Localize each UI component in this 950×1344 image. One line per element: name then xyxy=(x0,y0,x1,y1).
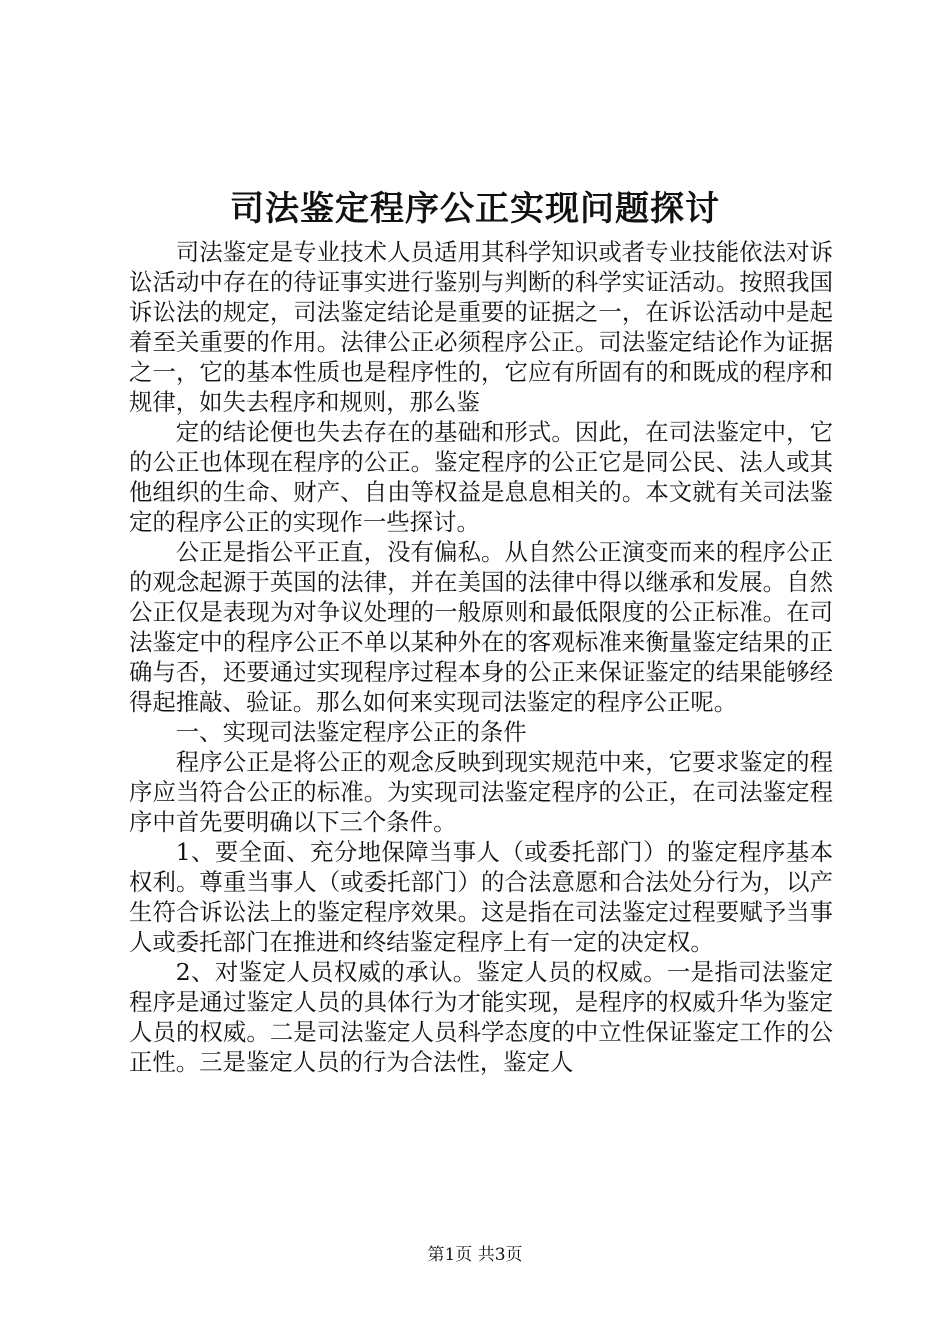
section-heading-conditions: 一、实现司法鉴定程序公正的条件 xyxy=(175,718,527,746)
paragraph-condition-2: 2、对鉴定人员权威的承认。鉴定人员的权威。一是指司法鉴定程序是通过鉴定人员的具体行为才能实现，是程序的权威升华为鉴定人员的权威。二是司法鉴定人员科学态度的中立性保证鉴定工作的公正性。三是鉴定人员的行为合法性，鉴定人 xyxy=(129,958,833,1076)
page-footer: 第1页 共3页 xyxy=(427,1245,523,1265)
paragraph-continuation: 定的结论便也失去存在的基础和形式。因此，在司法鉴定中，它的公正也体现在程序的公正。鉴定程序的公正它是同公民、法人或其他组织的生命、财产、自由等权益是息息相关的。本文就有关司法鉴定的程序公正的实现作一些探讨。 xyxy=(129,418,833,536)
paragraph-fairness: 公正是指公平正直，没有偏私。从自然公正演变而来的程序公正的观念起源于英国的法律，并在美国的法律中得以继承和发展。自然公正仅是表现为对争议处理的一般原则和最低限度的公正标准。在司法鉴定中的程序公正不单以某种外在的客观标准来衡量鉴定结果的正确与否，还要通过实现程序过程本身的公正来保证鉴定的结果能够经得起推敲、验证。那么如何来实现司法鉴定的程序公正呢。 xyxy=(129,538,833,716)
document-title: 司法鉴定程序公正实现问题探讨 xyxy=(230,189,720,229)
paragraph-condition-1: 1、要全面、充分地保障当事人（或委托部门）的鉴定程序基本权利。尊重当事人（或委托部门）的合法意愿和合法处分行为，以产生符合诉讼法上的鉴定程序效果。这是指在司法鉴定过程要赋予当事人或委托部门在推进和终结鉴定程序上有一定的决定权。 xyxy=(129,838,833,956)
paragraph-conditions-intro: 程序公正是将公正的观念反映到现实规范中来，它要求鉴定的程序应当符合公正的标准。为实现司法鉴定程序的公正，在司法鉴定程序中首先要明确以下三个条件。 xyxy=(129,748,833,836)
document-body xyxy=(129,237,833,1077)
paragraph-intro: 司法鉴定是专业技术人员适用其科学知识或者专业技能依法对诉讼活动中存在的待证事实进行鉴别与判断的科学实证活动。按照我国诉讼法的规定，司法鉴定结论是重要的证据之一，在诉讼活动中是起着至关重要的作用。法律公正必须程序公正。司法鉴定结论作为证据之一，它的基本性质也是程序性的，它应有所固有的和既成的程序和规律，如失去程序和规则，那么鉴 xyxy=(129,238,833,416)
